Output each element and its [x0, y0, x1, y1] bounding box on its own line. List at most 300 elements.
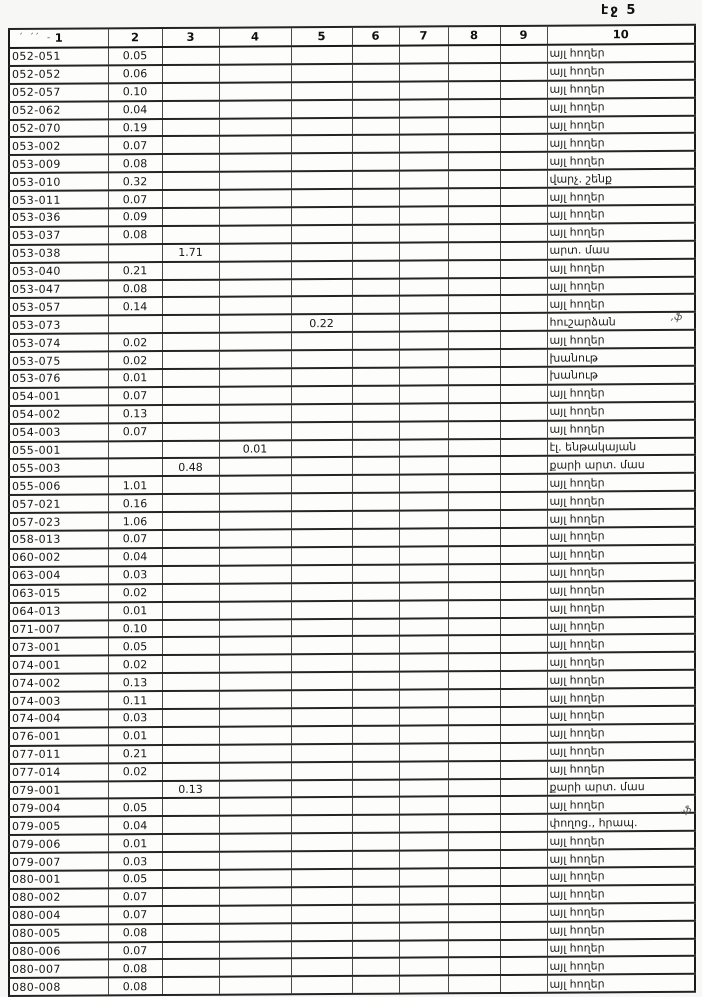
value-cell — [219, 869, 291, 887]
parcel-code-cell: 053-076 — [9, 369, 108, 387]
value-cell: 0.08 — [108, 154, 162, 172]
value-cell — [399, 117, 448, 135]
parcel-code-cell: 054-002 — [9, 405, 108, 423]
value-cell: 0.11 — [108, 691, 162, 709]
value-cell: 0.07 — [108, 906, 162, 924]
value-cell — [291, 708, 352, 726]
value-cell — [219, 189, 291, 207]
value-cell — [399, 797, 448, 815]
value-cell — [448, 224, 500, 242]
value-cell: 0.19 — [108, 119, 162, 137]
value-cell — [399, 904, 448, 922]
table-body — [9, 44, 695, 996]
value-cell: 0.16 — [108, 494, 162, 512]
value-cell — [500, 403, 547, 421]
value-cell — [291, 869, 352, 887]
value-cell — [399, 278, 448, 296]
parcel-code-cell: 079-001 — [9, 781, 108, 799]
value-cell — [352, 403, 399, 421]
value-cell — [219, 261, 291, 279]
land-use-cell: այլ հողեր — [547, 795, 695, 814]
value-cell — [500, 45, 547, 63]
value-cell — [500, 760, 547, 778]
value-cell — [291, 135, 352, 153]
value-cell — [291, 744, 352, 762]
value-cell — [352, 296, 399, 314]
value-cell: 0.01 — [108, 727, 162, 745]
value-cell — [219, 672, 291, 690]
value-cell — [352, 278, 399, 296]
land-use-cell: այլ հողեր — [547, 205, 695, 224]
value-cell — [162, 691, 219, 709]
parcel-code-cell: 052-052 — [9, 65, 108, 83]
value-cell — [108, 244, 162, 262]
value-cell — [352, 314, 399, 332]
land-use-cell: վարչ. շենք — [547, 169, 695, 188]
value-cell — [352, 636, 399, 654]
value-cell — [352, 225, 399, 243]
value-cell — [291, 332, 352, 350]
value-cell — [108, 441, 162, 459]
value-cell — [399, 850, 448, 868]
value-cell — [219, 46, 291, 64]
land-use-cell: այլ հողեր — [547, 652, 695, 671]
value-cell: 0.14 — [108, 298, 162, 316]
value-cell — [399, 815, 448, 833]
value-cell — [219, 136, 291, 154]
value-cell: 0.10 — [108, 620, 162, 638]
value-cell — [399, 922, 448, 940]
column-header-10: 10 — [547, 25, 695, 45]
value-cell: 0.05 — [108, 870, 162, 888]
value-cell — [399, 707, 448, 725]
value-cell — [162, 583, 219, 601]
value-cell — [162, 351, 219, 369]
land-use-cell: քարի արտ. մաս — [547, 455, 695, 474]
value-cell: 0.01 — [108, 834, 162, 852]
parcel-code-cell: 074-002 — [9, 674, 108, 692]
value-cell — [352, 135, 399, 153]
value-cell — [399, 153, 448, 171]
value-cell: 1.01 — [108, 476, 162, 494]
land-use-cell: այլ հողեր — [547, 384, 695, 403]
parcel-code-cell: 079-007 — [9, 852, 108, 870]
land-use-cell: քարի արտ. մաս — [547, 777, 695, 796]
value-cell — [352, 725, 399, 743]
value-cell — [448, 456, 500, 474]
parcel-code-cell: 063-015 — [9, 584, 108, 602]
value-cell — [162, 494, 219, 512]
value-cell — [352, 475, 399, 493]
value-cell — [291, 243, 352, 261]
value-cell — [448, 779, 500, 797]
parcel-code-cell: 052-057 — [9, 83, 108, 101]
value-cell — [500, 796, 547, 814]
value-cell — [448, 886, 500, 904]
value-cell — [448, 349, 500, 367]
value-cell — [219, 350, 291, 368]
value-cell — [352, 922, 399, 940]
value-cell — [291, 762, 352, 780]
value-cell — [162, 548, 219, 566]
value-cell — [219, 833, 291, 851]
land-use-cell: այլ հողեր — [547, 598, 695, 617]
value-cell: 0.02 — [108, 584, 162, 602]
value-cell — [291, 529, 352, 547]
value-cell — [219, 941, 291, 959]
parcel-code-cell: 080-001 — [9, 870, 108, 888]
value-cell: 0.09 — [108, 208, 162, 226]
value-cell — [500, 98, 547, 116]
value-cell: 0.07 — [108, 190, 162, 208]
parcel-code-cell: 053-010 — [9, 173, 108, 191]
value-cell — [162, 923, 219, 941]
value-cell — [448, 904, 500, 922]
value-cell — [500, 259, 547, 277]
value-cell — [352, 815, 399, 833]
value-cell — [352, 99, 399, 117]
value-cell — [399, 976, 448, 994]
value-cell — [352, 869, 399, 887]
value-cell — [291, 64, 352, 82]
value-cell — [291, 225, 352, 243]
value-cell — [352, 64, 399, 82]
value-cell — [448, 206, 500, 224]
value-cell — [108, 459, 162, 477]
value-cell — [291, 887, 352, 905]
value-cell: 0.01 — [108, 602, 162, 620]
value-cell — [352, 511, 399, 529]
value-cell — [352, 743, 399, 761]
value-cell: 0.08 — [108, 226, 162, 244]
parcel-code-cell: 052-051 — [9, 47, 108, 65]
value-cell — [448, 188, 500, 206]
land-use-cell: այլ հողեր — [547, 133, 695, 152]
value-cell — [291, 654, 352, 672]
value-cell — [291, 261, 352, 279]
value-cell — [500, 188, 547, 206]
value-cell — [448, 313, 500, 331]
value-cell — [219, 225, 291, 243]
value-cell — [162, 655, 219, 673]
value-cell: 0.07 — [108, 137, 162, 155]
land-use-cell: այլ հողեր — [547, 885, 695, 904]
value-cell — [399, 761, 448, 779]
land-use-cell: այլ հողեր — [547, 402, 695, 421]
value-cell — [352, 529, 399, 547]
parcel-code-cell: 054-001 — [9, 387, 108, 405]
value-cell — [352, 600, 399, 618]
land-use-cell: էլ. ենթակայան — [547, 437, 695, 456]
parcel-code-cell: 053-036 — [9, 208, 108, 226]
value-cell — [399, 689, 448, 707]
scan-noise-dot: . — [92, 845, 96, 856]
value-cell — [448, 653, 500, 671]
value-cell: 0.05 — [108, 798, 162, 816]
value-cell — [162, 709, 219, 727]
value-cell — [448, 81, 500, 99]
parcel-code-cell: 073-001 — [9, 638, 108, 656]
value-cell — [399, 510, 448, 528]
value-cell — [219, 315, 291, 333]
value-cell — [291, 779, 352, 797]
value-cell — [399, 582, 448, 600]
value-cell — [219, 100, 291, 118]
column-header-8: 8 — [448, 26, 500, 45]
land-use-cell: այլ հողեր — [547, 491, 695, 510]
value-cell — [219, 118, 291, 136]
value-cell — [162, 190, 219, 208]
value-cell — [448, 152, 500, 170]
value-cell — [162, 977, 219, 995]
value-cell — [448, 635, 500, 653]
value-cell — [352, 439, 399, 457]
value-cell — [399, 403, 448, 421]
value-cell — [291, 189, 352, 207]
value-cell — [500, 456, 547, 474]
value-cell — [399, 349, 448, 367]
value-cell — [162, 208, 219, 226]
land-use-cell: այլ հողեր — [547, 867, 695, 886]
value-cell — [399, 260, 448, 278]
value-cell — [500, 832, 547, 850]
parcel-code-cell: 074-004 — [9, 709, 108, 727]
value-cell — [162, 530, 219, 548]
value-cell — [219, 386, 291, 404]
value-cell — [162, 82, 219, 100]
value-cell — [500, 295, 547, 313]
value-cell — [291, 153, 352, 171]
value-cell — [162, 65, 219, 83]
value-cell — [448, 117, 500, 135]
value-cell — [352, 761, 399, 779]
value-cell — [219, 565, 291, 583]
value-cell — [448, 940, 500, 958]
value-cell — [219, 959, 291, 977]
land-use-cell: այլ հողեր — [547, 616, 695, 635]
value-cell — [448, 832, 500, 850]
value-cell — [352, 672, 399, 690]
parcel-code-cell: 053-075 — [9, 352, 108, 370]
value-cell: 0.06 — [108, 65, 162, 83]
land-use-cell: այլ հողեր — [547, 187, 695, 206]
land-use-cell: այլ հողեր — [547, 420, 695, 439]
value-cell — [500, 242, 547, 260]
value-cell — [500, 581, 547, 599]
value-cell: 0.05 — [108, 47, 162, 65]
value-cell — [291, 940, 352, 958]
value-cell — [352, 851, 399, 869]
land-use-cell: այլ հողեր — [547, 706, 695, 725]
value-cell — [399, 654, 448, 672]
value-cell — [399, 224, 448, 242]
page-number-label: էջ 5 — [601, 3, 638, 18]
value-cell — [162, 47, 219, 65]
value-cell — [219, 529, 291, 547]
value-cell — [352, 171, 399, 189]
value-cell — [291, 690, 352, 708]
land-use-cell: այլ հողեր — [547, 974, 695, 993]
value-cell — [291, 547, 352, 565]
value-cell — [500, 725, 547, 743]
land-use-cell: խանութ — [547, 366, 695, 385]
value-cell — [500, 134, 547, 152]
parcel-code-cell: 079-004 — [9, 799, 108, 817]
value-cell — [399, 886, 448, 904]
value-cell — [448, 367, 500, 385]
parcel-code-cell: 076-001 — [9, 727, 108, 745]
land-use-cell: այլ հողեր — [547, 563, 695, 582]
value-cell — [162, 261, 219, 279]
value-cell — [399, 636, 448, 654]
value-cell — [352, 260, 399, 278]
value-cell — [219, 243, 291, 261]
value-cell: 0.02 — [108, 655, 162, 673]
value-cell: 1.06 — [108, 512, 162, 530]
land-use-cell: այլ հողեր — [547, 920, 695, 939]
value-cell — [500, 492, 547, 510]
value-cell — [291, 117, 352, 135]
value-cell — [162, 118, 219, 136]
value-cell — [219, 154, 291, 172]
value-cell — [291, 350, 352, 368]
value-cell — [500, 152, 547, 170]
value-cell — [162, 333, 219, 351]
value-cell — [291, 475, 352, 493]
value-cell — [291, 511, 352, 529]
value-cell — [219, 637, 291, 655]
land-use-cell: այլ հողեր — [547, 62, 695, 81]
value-cell — [352, 547, 399, 565]
parcel-code-cell: 079-006 — [9, 835, 108, 853]
value-cell — [219, 64, 291, 82]
value-cell — [352, 207, 399, 225]
value-cell — [448, 617, 500, 635]
value-cell — [448, 510, 500, 528]
value-cell — [500, 349, 547, 367]
value-cell — [352, 493, 399, 511]
value-cell — [162, 959, 219, 977]
value-cell: 0.07 — [108, 942, 162, 960]
value-cell — [291, 618, 352, 636]
handwritten-margin-mark: ,ֆ — [679, 804, 692, 817]
value-cell — [352, 81, 399, 99]
value-cell — [108, 315, 162, 333]
parcel-code-cell: 053-074 — [9, 334, 108, 352]
parcel-code-cell: 053-047 — [9, 280, 108, 298]
value-cell — [219, 744, 291, 762]
value-cell — [162, 798, 219, 816]
value-cell — [500, 635, 547, 653]
value-cell — [291, 851, 352, 869]
value-cell — [291, 815, 352, 833]
value-cell — [219, 887, 291, 905]
land-use-cell: արտ. մաս — [547, 241, 695, 260]
value-cell — [448, 474, 500, 492]
value-cell — [162, 601, 219, 619]
value-cell — [219, 172, 291, 190]
value-cell — [399, 332, 448, 350]
parcel-code-cell: 055-001 — [9, 441, 108, 459]
value-cell — [162, 905, 219, 923]
land-use-cell: այլ հողեր — [547, 115, 695, 134]
value-cell: 0.03 — [108, 566, 162, 584]
value-cell — [448, 242, 500, 260]
value-cell — [162, 941, 219, 959]
column-header-4: 4 — [219, 27, 291, 46]
land-use-cell: այլ հողեր — [547, 938, 695, 957]
column-header-6: 6 — [352, 27, 399, 46]
value-cell — [448, 492, 500, 510]
land-parcel-table — [8, 24, 696, 997]
parcel-code-cell: 063-004 — [9, 566, 108, 584]
land-use-cell: այլ հողեր — [547, 473, 695, 492]
value-cell — [219, 547, 291, 565]
value-cell — [399, 600, 448, 618]
value-cell — [219, 690, 291, 708]
value-cell — [162, 888, 219, 906]
value-cell — [500, 903, 547, 921]
value-cell — [291, 583, 352, 601]
value-cell: 0.13 — [108, 405, 162, 423]
value-cell — [399, 779, 448, 797]
value-cell — [500, 939, 547, 957]
value-cell: 0.04 — [108, 548, 162, 566]
value-cell — [448, 45, 500, 63]
value-cell — [448, 134, 500, 152]
value-cell — [219, 458, 291, 476]
land-use-cell: այլ հողեր — [547, 223, 695, 242]
value-cell: 0.10 — [108, 83, 162, 101]
value-cell — [500, 385, 547, 403]
value-cell: 0.03 — [108, 709, 162, 727]
value-cell — [219, 511, 291, 529]
land-use-cell: այլ հողեր — [547, 688, 695, 707]
value-cell — [399, 421, 448, 439]
value-cell — [352, 833, 399, 851]
value-cell — [448, 600, 500, 618]
value-cell — [399, 171, 448, 189]
value-cell — [162, 315, 219, 333]
value-cell — [500, 420, 547, 438]
value-cell — [352, 582, 399, 600]
value-cell — [219, 583, 291, 601]
value-cell — [219, 476, 291, 494]
value-cell — [162, 727, 219, 745]
value-cell — [399, 99, 448, 117]
value-cell — [448, 707, 500, 725]
land-use-cell: այլ հողեր — [547, 80, 695, 99]
value-cell — [500, 707, 547, 725]
value-cell — [352, 153, 399, 171]
value-cell — [500, 742, 547, 760]
value-cell — [162, 852, 219, 870]
parcel-code-cell: 060-002 — [9, 548, 108, 566]
value-cell — [162, 870, 219, 888]
value-cell — [291, 493, 352, 511]
land-use-cell: այլ հողեր — [547, 849, 695, 868]
value-cell: 0.01 — [108, 369, 162, 387]
value-cell — [162, 136, 219, 154]
value-cell — [219, 655, 291, 673]
value-cell: 0.08 — [108, 924, 162, 942]
value-cell — [162, 619, 219, 637]
value-cell — [399, 314, 448, 332]
value-cell — [352, 457, 399, 475]
parcel-code-cell: 079-005 — [9, 817, 108, 835]
value-cell: 0.13 — [108, 673, 162, 691]
parcel-code-cell: 055-006 — [9, 477, 108, 495]
